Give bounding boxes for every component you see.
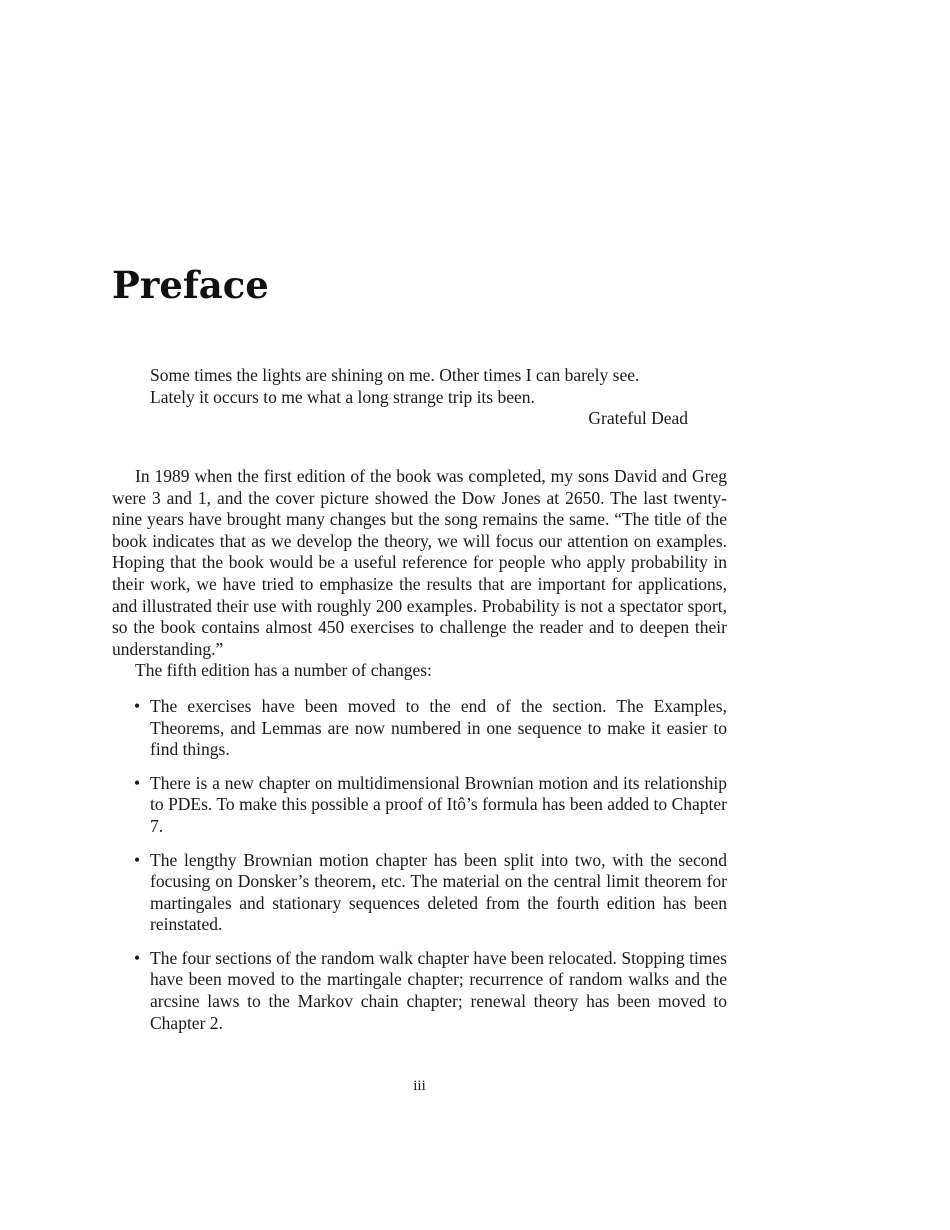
epigraph-line-2: Lately it occurs to me what a long strange trip its been.: [150, 386, 535, 407]
list-item: [112, 696, 727, 761]
paragraph-changes-lead: The fifth edition has a number of changes:: [135, 660, 432, 681]
page-title: Preface: [112, 263, 269, 307]
changes-list: [112, 696, 727, 1034]
bullet-icon: •: [134, 695, 141, 716]
list-item: [112, 948, 727, 1034]
paragraph-intro: In 1989 when the first edition of the book was completed, my sons David and Greg were 3 and 1, and the cover picture showed the Dow Jones at 2650. The last twenty-nine years have brought many changes but the song remains the same. “The title of the book indicates that as we develop the theory, we will focus our attention on examples. Hoping that the book would be a useful reference for people who apply probability in their work, we have tried to emphasize the results that are important for applications, and illustrated their use with roughly 200 examples. Probability is not a spectator sport, so the book contains almost 450 exercises to challenge the reader and to deepen their understanding.”: [112, 466, 727, 659]
bullet-icon: •: [134, 849, 141, 870]
bullet-icon: •: [134, 947, 141, 968]
bullet-icon: •: [134, 772, 141, 793]
list-item-text: There is a new chapter on multidimensional Brownian motion and its relationship to PDEs. To make this possible a proof of Itô’s formula has been added to Chapter 7.: [150, 772, 727, 836]
list-item: [112, 850, 727, 936]
epigraph-line-1: Some times the lights are shining on me. Other times I can barely see.: [150, 365, 640, 385]
list-item-text: The lengthy Brownian motion chapter has been split into two, with the second focusing on Donsker’s theorem, etc. The material on the central limit theorem for martingales and stationary sequences deleted from the fourth edition has been reinstated.: [150, 849, 727, 935]
list-item-text: The exercises have been moved to the end of the section. The Examples, Theorems, and Lemmas are now numbered in one sequence to make it easier to find things.: [150, 695, 727, 760]
page-number: iii: [413, 1078, 426, 1094]
epigraph-attribution: Grateful Dead: [588, 408, 688, 429]
epigraph: [150, 365, 688, 430]
list-item: [112, 773, 727, 838]
list-item-text: The four sections of the random walk chapter have been relocated. Stopping times have been moved to the martingale chapter; recurrence of random walks and the arcsine laws to the Markov chain chapter; renewal theory has been moved to Chapter 2.: [150, 947, 727, 1033]
preface-body: [112, 466, 727, 1046]
